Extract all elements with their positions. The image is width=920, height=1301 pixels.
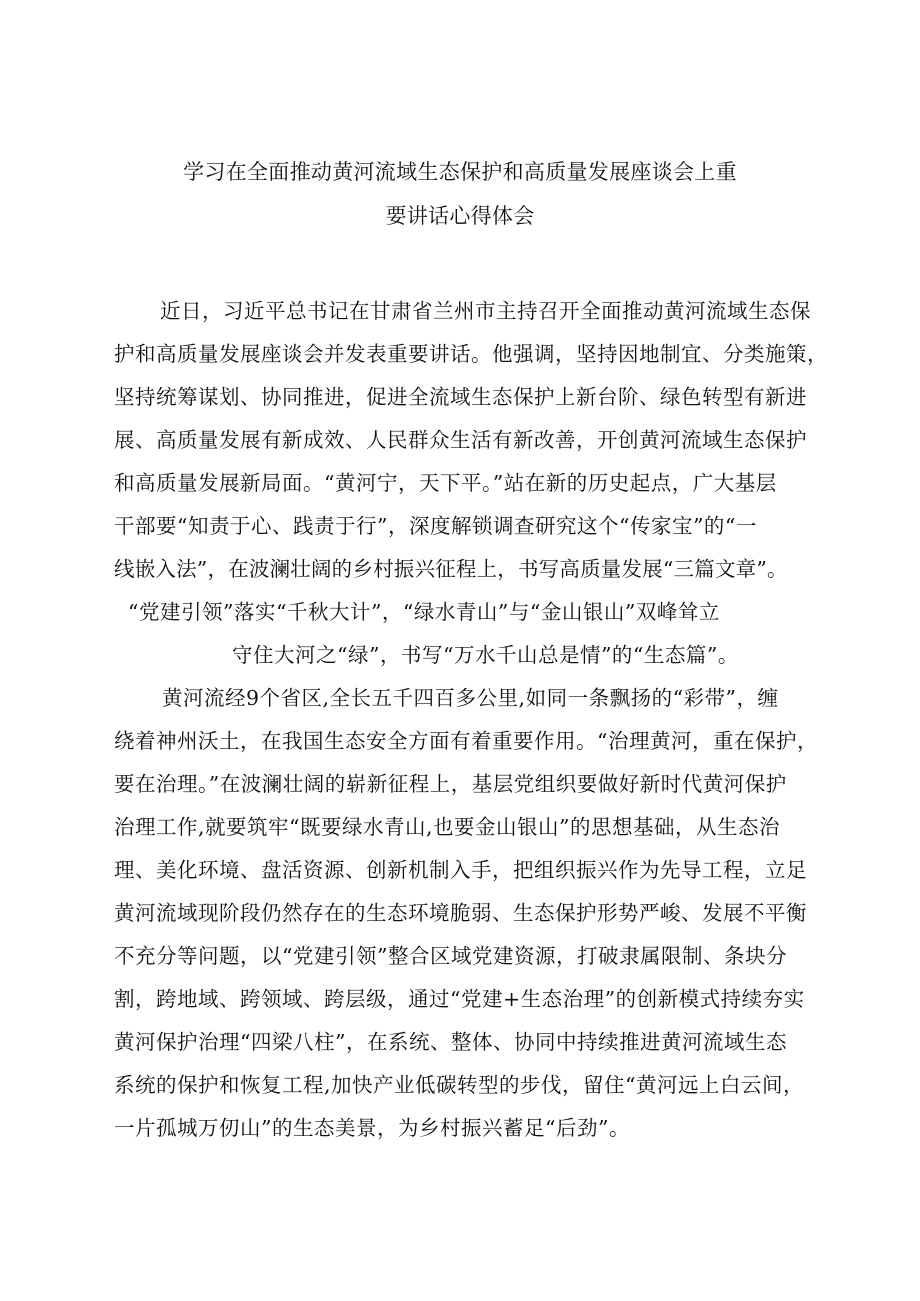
paragraph-1-line: 展、高质量发展有新成效、人民群众生活有新改善，开创黄河流域生态保护 — [114, 428, 807, 452]
paragraph-1-line: 干部要“知责于心、践责于行”，深度解锁调查研究这个“传家宝”的“一 — [114, 514, 757, 538]
paragraph-2-line: 割，跨地域、跨领域、跨层级，通过“党建+生态治理”的创新模式持续夯实 — [114, 987, 805, 1011]
paragraph-2-line: 不充分等问题，以“党建引领”整合区域党建资源，打破隶属限制、条块分 — [114, 944, 787, 968]
paragraph-2-line: 理、美化环境、盘活资源、创新机制入手，把组织振兴作为先导工程，立足 — [114, 858, 807, 882]
paragraph-2-line: 治理工作,就要筑牢“既要绿水青山,也要金山银山”的思想基础，从生态治 — [114, 815, 780, 839]
paragraph-1-line: 近日，习近平总书记在甘肃省兰州市主持召开全面推动黄河流域生态保 — [160, 299, 811, 323]
paragraph-1-line: 线嵌入法”，在波澜壮阔的乡村振兴征程上，书写高质量发展“三篇文章”。 — [114, 557, 788, 581]
paragraph-2-line: 要在治理。”在波澜壮阔的崭新征程上，基层党组织要做好新时代黄河保护 — [114, 772, 787, 796]
paragraph-2-line: 绕着神州沃土，在我国生态安全方面有着重要作用。“治理黄河，重在保护， — [114, 729, 818, 753]
paragraph-1-line: 和高质量发展新局面。“黄河宁，天下平。”站在新的历史起点，广大基层 — [114, 471, 777, 495]
paragraph-2-line: 黄河保护治理“四梁八柱”，在系统、整体、协同中持续推进黄河流域生态 — [114, 1030, 787, 1054]
document-title-line-1: 学习在全面推动黄河流域生态保护和高质量发展座谈会上重 — [183, 160, 737, 184]
section-heading-1: “党建引领”落实“千秋大计”，“绿水青山”与“金山银山”双峰耸立 — [128, 600, 720, 624]
paragraph-2-line: 黄河流域现阶段仍然存在的生态环境脆弱、生态保护形势严峻、发展不平衡 — [114, 901, 807, 925]
paragraph-2-line: 系统的保护和恢复工程,加快产业低碳转型的步伐，留住“黄河远上白云间， — [114, 1073, 804, 1097]
paragraph-1-line: 坚持统筹谋划、协同推进，促进全流域生态保护上新台阶、绿色转型有新进 — [114, 385, 807, 409]
paragraph-2-line: 黄河流经9个省区,全长五千四百多公里,如同一条飘扬的“彩带”，缠 — [162, 686, 779, 710]
paragraph-2-line: 一片孤城万仞山”的生态美景，为乡村振兴蓄足“后劲”。 — [114, 1116, 630, 1140]
section-heading-2: 守住大河之“绿”，书写“万水千山总是情”的“生态篇”。 — [232, 643, 739, 667]
paragraph-1-line: 护和高质量发展座谈会并发表重要讲话。他强调，坚持因地制宜、分类施策， — [114, 342, 828, 366]
document-title-line-2: 要讲话心得体会 — [385, 204, 535, 228]
